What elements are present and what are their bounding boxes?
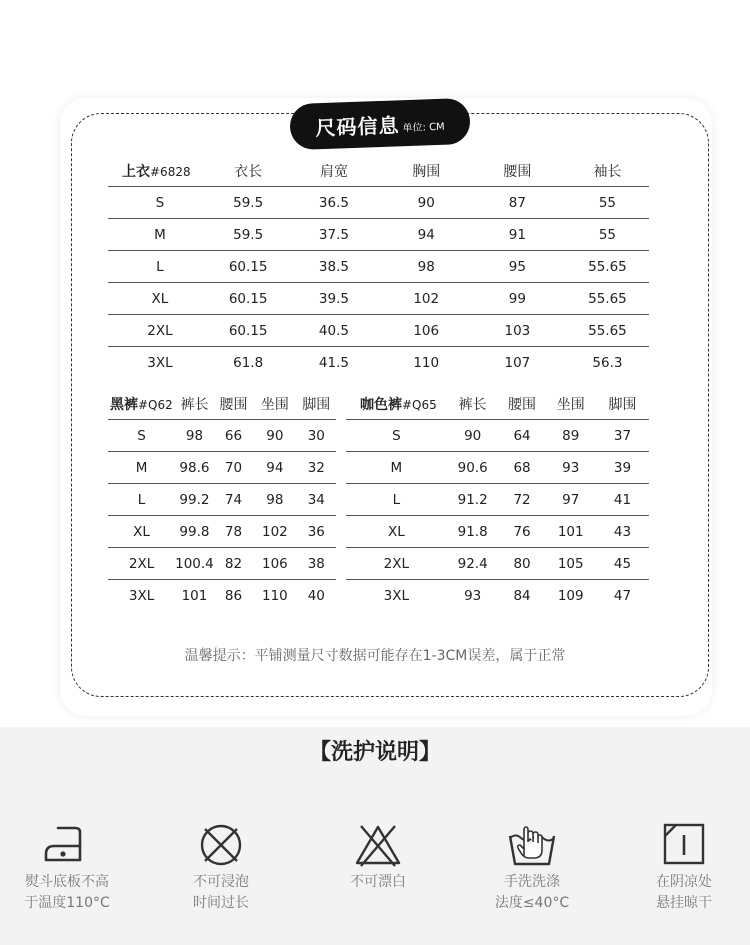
measure-cell: 40 (307, 587, 325, 604)
care-item-hand-wash (467, 822, 597, 914)
size-cell: 3XL (383, 587, 410, 604)
measure-cell: 64 (499, 420, 546, 452)
measure-cell: 105 (545, 548, 596, 580)
top-table-row (108, 251, 649, 283)
care-item-shade-dry (619, 822, 749, 914)
measure-cell: 91.8 (447, 516, 499, 548)
measure-cell: 84 (513, 587, 531, 604)
measure-cell: 38 (297, 548, 336, 580)
measure-cell: 55 (566, 219, 649, 251)
measure-cell: 101 (181, 587, 208, 604)
top-table-header: 上衣#6828 (108, 155, 212, 187)
care-label-dry-2: 悬挂晾干 (656, 895, 712, 911)
size-cell: 2XL (108, 315, 212, 347)
hand-wash-icon (507, 822, 557, 868)
care-label-wash-1: 手洗洗涤 (504, 874, 560, 890)
col-chest: 胸围 (383, 155, 468, 187)
size-cell: XL (108, 516, 175, 548)
coffee-pants-table (346, 388, 649, 611)
size-cell: L (346, 484, 447, 516)
measure-cell: 41.5 (318, 354, 349, 371)
black-pants-row (108, 484, 336, 516)
measure-cell: 93 (464, 587, 482, 604)
measure-cell: 55.65 (566, 315, 649, 347)
care-item-no-soak (156, 822, 286, 914)
coffee-pants-row (346, 548, 649, 580)
bp-col-waist: 腰围 (214, 388, 253, 420)
measure-cell: 74 (214, 484, 253, 516)
measure-cell: 37.5 (284, 219, 383, 251)
measure-cell: 90.6 (447, 452, 499, 484)
size-cell: S (108, 187, 212, 219)
care-label-soak-1: 不可浸泡 (193, 874, 249, 890)
shade-dry-icon (659, 822, 709, 868)
size-cell: 2XL (108, 548, 175, 580)
measure-cell: 60.15 (212, 315, 285, 347)
col-shoulder: 肩宽 (284, 155, 383, 187)
measure-cell: 59.5 (212, 219, 285, 251)
top-table-row (108, 347, 649, 379)
measure-cell: 30 (297, 420, 336, 452)
measure-cell: 61.8 (233, 354, 264, 371)
measure-cell: 59.5 (212, 187, 285, 219)
bp-col-hem: 脚围 (297, 388, 336, 420)
measure-cell: 106 (253, 548, 296, 580)
bp-col-hip: 坐围 (253, 388, 296, 420)
top-table-row (108, 219, 649, 251)
measure-cell: 94 (383, 219, 468, 251)
measure-cell: 87 (469, 187, 566, 219)
measure-cell: 102 (383, 283, 468, 315)
care-item-iron (2, 822, 132, 914)
size-cell: XL (346, 516, 447, 548)
care-title: 【洗护说明】 (308, 740, 441, 765)
coffee-pants-row (346, 420, 649, 452)
measure-cell: 90 (447, 420, 499, 452)
col-waist: 腰围 (469, 155, 566, 187)
measure-cell: 41 (596, 484, 649, 516)
measure-cell: 43 (596, 516, 649, 548)
coffee-pants-header: 咖色裤#Q65 (346, 388, 447, 420)
care-label-wash-2: 法度≤40°C (494, 895, 570, 911)
coffee-pants-row (346, 580, 649, 612)
care-label-iron-2: 于温度110°C (24, 895, 110, 911)
black-pants-row (108, 580, 336, 612)
size-info-title: 尺码信息 (315, 112, 400, 140)
measure-cell: 78 (214, 516, 253, 548)
measure-cell: 80 (499, 548, 546, 580)
measure-cell: 55.65 (566, 251, 649, 283)
measure-cell: 36.5 (284, 187, 383, 219)
no-soak-icon (196, 822, 246, 868)
measure-cell: 55.65 (566, 283, 649, 315)
measure-cell: 56.3 (592, 354, 623, 371)
black-pants-row (108, 548, 336, 580)
top-size-table (108, 155, 649, 378)
measure-cell: 45 (596, 548, 649, 580)
iron-icon (42, 822, 92, 868)
measure-cell: 95 (469, 251, 566, 283)
measure-cell: 39.5 (284, 283, 383, 315)
measure-cell: 66 (214, 420, 253, 452)
size-cell: M (108, 452, 175, 484)
coffee-pants-row (346, 516, 649, 548)
measure-cell: 55 (566, 187, 649, 219)
measure-cell: 82 (214, 548, 253, 580)
measure-cell: 99.8 (175, 516, 214, 548)
measure-cell: 37 (596, 420, 649, 452)
measure-cell: 38.5 (284, 251, 383, 283)
size-cell: M (346, 452, 447, 484)
measurement-note: 温馨提示：平铺测量尺寸数据可能存在1-3CM误差，属于正常 (184, 648, 566, 664)
measure-cell: 60.15 (212, 251, 285, 283)
size-cell: 3XL (128, 587, 155, 604)
measure-cell: 98 (383, 251, 468, 283)
top-table-row (108, 315, 649, 347)
measure-cell: 91 (469, 219, 566, 251)
size-cell: 3XL (147, 354, 173, 371)
care-label-bleach-1: 不可漂白 (350, 874, 406, 890)
measure-cell: 109 (557, 587, 584, 604)
black-pants-header: 黑裤#Q62 (108, 388, 175, 420)
cp-col-length: 裤长 (447, 388, 499, 420)
care-label-dry-1: 在阴凉处 (656, 874, 712, 890)
black-pants-row (108, 420, 336, 452)
measure-cell: 98 (175, 420, 214, 452)
measure-cell: 39 (596, 452, 649, 484)
top-table-row (108, 187, 649, 219)
black-pants-row (108, 452, 336, 484)
measure-cell: 60.15 (212, 283, 285, 315)
coffee-pants-row (346, 484, 649, 516)
cp-col-waist: 腰围 (499, 388, 546, 420)
measure-cell: 70 (214, 452, 253, 484)
care-item-no-bleach (313, 822, 443, 893)
size-cell: S (108, 420, 175, 452)
measure-cell: 90 (253, 420, 296, 452)
measure-cell: 101 (545, 516, 596, 548)
measure-cell: 72 (499, 484, 546, 516)
measure-cell: 99 (469, 283, 566, 315)
measure-cell: 97 (545, 484, 596, 516)
measure-cell: 107 (504, 354, 531, 371)
care-label-iron-1: 熨斗底板不高 (25, 874, 109, 890)
measure-cell: 98.6 (175, 452, 214, 484)
measure-cell: 100.4 (175, 548, 214, 580)
measure-cell: 92.4 (447, 548, 499, 580)
col-length: 衣长 (212, 155, 285, 187)
measure-cell: 102 (253, 516, 296, 548)
care-label-soak-2: 时间过长 (193, 895, 249, 911)
measure-cell: 99.2 (175, 484, 214, 516)
size-cell: L (108, 484, 175, 516)
col-sleeve: 袖长 (566, 155, 649, 187)
cp-col-hip: 坐围 (545, 388, 596, 420)
black-pants-row (108, 516, 336, 548)
measure-cell: 86 (224, 587, 243, 604)
size-cell: XL (108, 283, 212, 315)
measure-cell: 103 (469, 315, 566, 347)
measure-cell: 98 (253, 484, 296, 516)
measure-cell: 32 (297, 452, 336, 484)
size-cell: M (108, 219, 212, 251)
measure-cell: 110 (261, 587, 288, 604)
measure-cell: 47 (613, 587, 632, 604)
size-cell: S (346, 420, 447, 452)
measure-cell: 40.5 (284, 315, 383, 347)
no-bleach-icon (353, 822, 403, 868)
measure-cell: 94 (253, 452, 296, 484)
measure-cell: 106 (383, 315, 468, 347)
measure-cell: 89 (545, 420, 596, 452)
coffee-pants-row (346, 452, 649, 484)
cp-col-hem: 脚围 (596, 388, 649, 420)
measure-cell: 76 (499, 516, 546, 548)
measure-cell: 110 (413, 354, 440, 371)
measure-cell: 34 (297, 484, 336, 516)
measure-cell: 68 (499, 452, 546, 484)
measure-cell: 36 (297, 516, 336, 548)
size-unit: 单位: CM (402, 121, 445, 134)
measure-cell: 90 (383, 187, 468, 219)
bp-col-length: 裤长 (175, 388, 214, 420)
measure-cell: 93 (545, 452, 596, 484)
size-cell: L (108, 251, 212, 283)
top-table-row (108, 283, 649, 315)
size-info-badge (289, 98, 470, 150)
measure-cell: 91.2 (447, 484, 499, 516)
black-pants-table (108, 388, 336, 611)
size-cell: 2XL (346, 548, 447, 580)
